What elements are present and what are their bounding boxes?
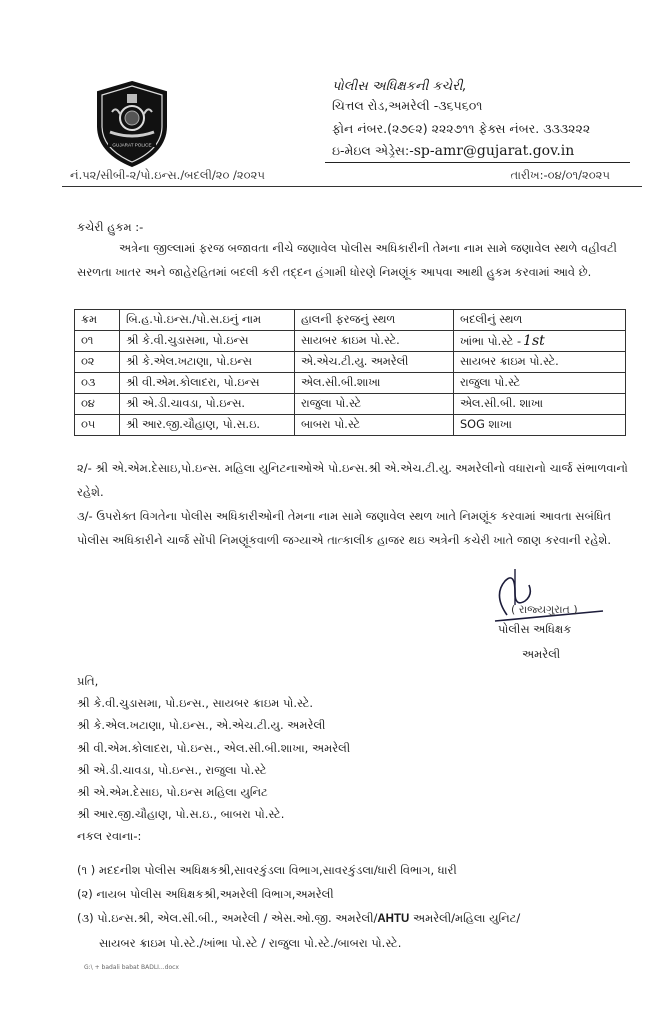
header-divider <box>325 162 630 163</box>
reference-date: તારીખ:-૦૪/૦૧/૨૦૨૫ <box>510 168 610 182</box>
reference-number: નં.પ૨/સીબી-૨/પો.ઇન્સ./બદલી/૨૦ /૨૦૨૫ <box>70 168 265 182</box>
recipients-list <box>77 670 350 848</box>
reference-line <box>70 168 630 183</box>
copy-to-list <box>77 858 647 955</box>
copy-item-3 <box>77 906 647 931</box>
copy-item-2: (૨) નાયબ પોલીસ અધિક્ષકશ્રી,અમરેલી વિભાગ,અમરેલી <box>77 887 334 901</box>
gujarat-police-emblem-icon <box>92 80 172 168</box>
order-paragraph-2: ૨/- શ્રી એ.એમ.દેસાઇ,પો.ઇન્સ. મહિલા યુનિટનાઓએ પો.ઇન્સ.શ્રી એ.એચ.ટી.યુ. અમરેલીનો વધારાનો ચાર્જ સંભાળવાનો રહેશે. <box>77 461 628 499</box>
signatory-title: પોલીસ અધિક્ષક <box>498 622 572 636</box>
copy-item-3-part-b: અમરેલી/મહિલા યુનિટ/ <box>409 911 521 925</box>
cell-officer-name: શ્રી આર.જી.ચૌહાણ, પો.સ.ઇ. <box>120 415 295 436</box>
cell-transfer-post: SOG શાખા <box>454 415 626 436</box>
header-officer-name: બિ.હ.પો.ઇન્સ./પો.સ.ઇનું નામ <box>120 310 295 331</box>
table-row <box>75 373 626 394</box>
signature-mark <box>485 565 605 625</box>
cell-officer-name: શ્રી કે.એલ.ખટાણા, પો.ઇન્સ <box>120 352 295 373</box>
cell-serial: ૦૪ <box>75 394 120 415</box>
office-email-line <box>332 142 574 160</box>
transfer-table <box>74 309 626 436</box>
copy-item-3-part-a: (૩) પો.ઇન્સ.શ્રી, એલ.સી.બી., અમરેલી / એસ.ઓ.જી. અમરેલી/ <box>77 911 378 925</box>
cell-current-post: એલ.સી.બી.શાખા <box>295 373 454 394</box>
order-heading: કચેરી હુકમ :- <box>77 220 144 234</box>
office-phone: ફોન નંબર.(૨૭૯૨) ૨૨૨૭૧૧ ફેક્સ નંબર. ૩૩૩૨૨૨ <box>332 121 591 136</box>
cell-serial: ૦૧ <box>75 331 120 352</box>
cell-officer-name: શ્રી એ.ડી.ચાવડા, પો.ઇન્સ. <box>120 394 295 415</box>
transfer-post-text: ખાંભા પો.સ્ટે - <box>460 335 522 348</box>
table-row <box>75 352 626 373</box>
emblem-text: GUJARAT POLICE <box>112 142 152 148</box>
reference-divider <box>62 186 642 187</box>
cell-transfer-post: સાયબર ક્રાઇમ પો.સ્ટે. <box>454 352 626 373</box>
cell-transfer-post <box>454 331 626 352</box>
cell-serial: ૦૩ <box>75 373 120 394</box>
cell-officer-name: શ્રી કે.વી.ચુડાસમા, પો.ઇન્સ <box>120 331 295 352</box>
table-row <box>75 331 626 352</box>
recipient-item: શ્રી એ.એમ.દેસાઇ, પો.ઇન્સ મહિલા યુનિટ <box>77 785 268 800</box>
cell-transfer-post: રાજુલા પો.સ્ટે <box>454 373 626 394</box>
recipient-item: શ્રી કે.એલ.ખટાણા, પો.ઇન્સ., એ.એચ.ટી.યુ. અમરેલી <box>77 718 326 733</box>
cell-current-post: બાબરા પો.સ્ટે <box>295 415 454 436</box>
handwritten-note: 1st <box>523 333 545 349</box>
cell-serial: ૦૨ <box>75 352 120 373</box>
recipient-item: શ્રી આર.જી.ચૌહાણ, પો.સ.ઇ., બાબરા પો.સ્ટે. <box>77 807 285 822</box>
cell-transfer-post: એલ.સી.બી. શાખા <box>454 394 626 415</box>
signatory-place: અમરેલી <box>522 647 561 661</box>
recipient-item: શ્રી કે.વી.ચુડાસમા, પો.ઇન્સ., સાયબર ક્રાઇમ પો.સ્ટે. <box>77 696 314 711</box>
email-label: ઇ-મેઇલ એડ્રેસ:- <box>332 143 414 158</box>
copy-to-label: નકલ રવાના-: <box>77 829 142 844</box>
copy-item-3-continued: સાયબર ક્રાઇમ પો.સ્ટે./ખાંભા પો.સ્ટે / રાજુલા પો.સ્ટે./બાબરા પો.સ્ટે. <box>99 936 402 950</box>
cell-current-post: સાયબર ક્રાઇમ પો.સ્ટે. <box>295 331 454 352</box>
order-paragraph-1: અત્રેના જીલ્લામાં ફરજ બજાવતા નીચે જણાવેલ પોલીસ અધિકારીની તેમના નામ સામે જણાવેલ સ્થળે વહીવટી સરળતા ખાતર અને જાહેરહિતમાં બદલી કરી તદ્દન હંગામી ધોરણે નિમણૂંક આપવા આથી હુકમ કરવામાં આવે છે. <box>77 241 617 279</box>
office-address: ચિત્તલ રોડ,અમરેલી -૩૬૫૬૦૧ <box>332 98 483 113</box>
header-transfer-post: બદલીનું સ્થળ <box>454 310 626 331</box>
cell-current-post: રાજુલા પો.સ્ટે <box>295 394 454 415</box>
copy-item-3-ahtu: AHTU <box>377 913 410 925</box>
office-title: પોલીસ અધિક્ષકની કચેરી, <box>332 79 467 94</box>
cell-officer-name: શ્રી વી.એમ.કોલાદરા, પો.ઇન્સ <box>120 373 295 394</box>
signatory-name: ( રાજ્યગુરાત ) <box>511 603 578 616</box>
file-path-footer: G:\ + badali babat BADLI...docx <box>84 964 179 971</box>
email-address[interactable]: sp-amr@gujarat.gov.in <box>413 143 575 159</box>
recipient-item: શ્રી વી.એમ.કોલાદરા, પો.ઇન્સ., એલ.સી.બી.શાખા, અમરેલી <box>77 740 351 755</box>
recipients-label: પ્રતિ, <box>77 674 99 688</box>
cell-current-post: એ.એચ.ટી.યુ. અમરેલી <box>295 352 454 373</box>
cell-serial: ૦૫ <box>75 415 120 436</box>
table-row <box>75 415 626 436</box>
header-serial: ક્રમ <box>75 310 120 331</box>
copy-item-1: (૧ ) મદદનીશ પોલીસ અધિક્ષકશ્રી,સાવરકુંડલા વિભાગ,સાવરકુંડલા/ધારી વિભાગ, ધારી <box>77 863 457 877</box>
table-header-row <box>75 310 626 331</box>
order-paragraph-3: ૩/- ઉપરોક્ત વિગતેના પોલીસ અધિકારીઓની તેમના નામ સામે જણાવેલ સ્થળ ખાતે નિમણૂંક કરવામાં આવતા સબંધિત પોલીસ અધિકારીને ચાર્જ સોંપી નિમણૂંકવાળી જગ્યાએ તાત્કાલીક હાજર થઇ અત્રેની કચેરી ખાતે જાણ કરવાની રહેશે. <box>77 509 612 547</box>
recipient-item: શ્રી એ.ડી.ચાવડા, પો.ઇન્સ., રાજુલા પો.સ્ટે <box>77 762 267 777</box>
table-row <box>75 394 626 415</box>
header-current-post: હાલની ફરજનું સ્થળ <box>295 310 454 331</box>
